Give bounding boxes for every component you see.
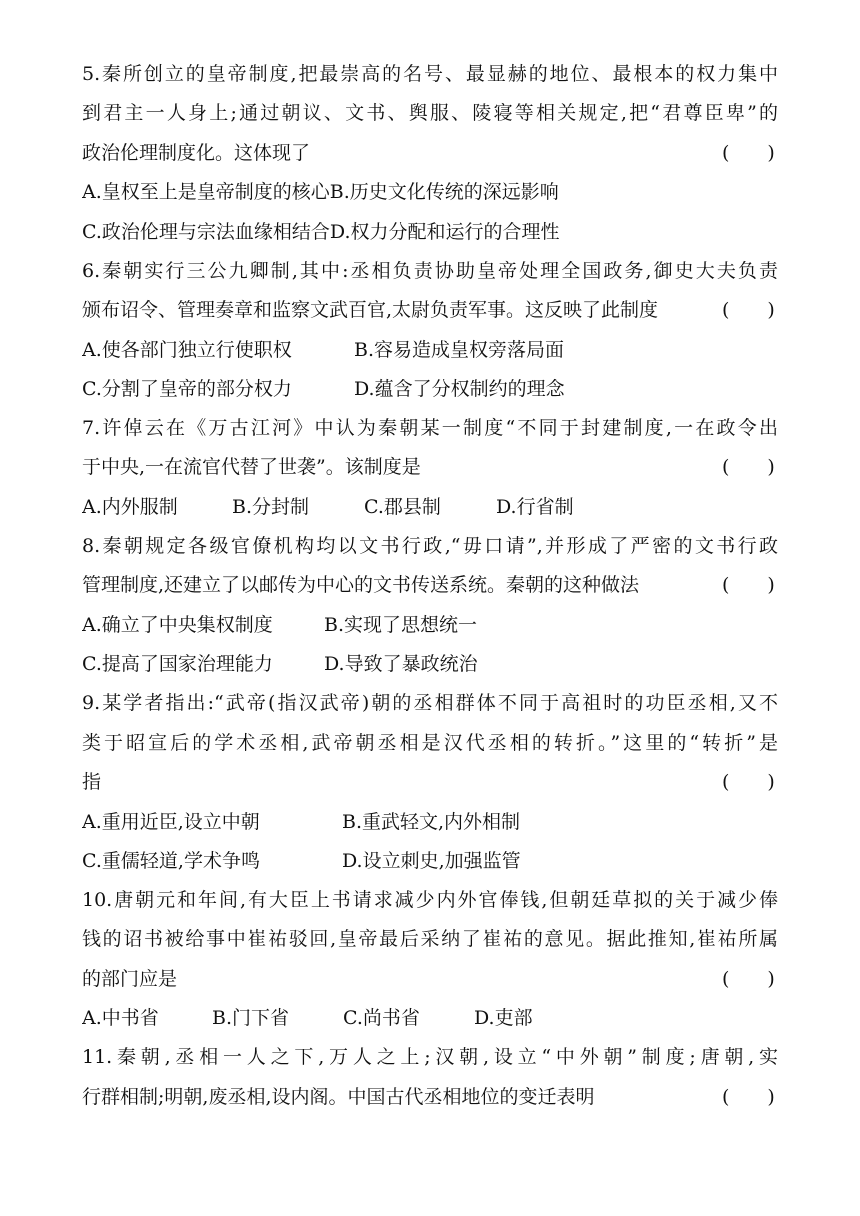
question-8-line-1: 8.秦朝规定各级官僚机构均以文书行政,“毋口请”,并形成了严密的文书行政 (82, 535, 778, 557)
option-d: D.吏部 (474, 1007, 533, 1029)
question-10-line-3: 的部门应是 ( ) (82, 967, 778, 991)
question-9-options-row-2 (82, 849, 778, 873)
option-a: A.内外服制 (82, 496, 178, 518)
question-8-options-row-1 (82, 613, 778, 637)
question-9-options-row-1 (82, 810, 778, 834)
option-c: C.提高了国家治理能力 (82, 653, 273, 675)
option-c: C.政治伦理与宗法血缘相结合 (82, 221, 330, 243)
option-c: C.尚书省 (343, 1007, 420, 1029)
option-c: C.分割了皇帝的部分权力 (82, 378, 292, 400)
question-11-line-2: 行群相制;明朝,废丞相,设内阁。中国古代丞相地位的变迁表明 ( ) (82, 1085, 778, 1109)
answer-blank: ( ) (722, 142, 775, 164)
option-d: D.行省制 (496, 496, 574, 518)
option-b: B.容易造成皇权旁落局面 (354, 339, 565, 361)
question-6-line-2: 颁布诏令、管理奏章和监察文武百官,太尉负责军事。这反映了此制度 ( ) (82, 298, 778, 322)
option-b: B.门下省 (212, 1007, 290, 1029)
answer-blank: ( ) (722, 574, 775, 596)
question-6-options-row-1 (82, 338, 778, 362)
option-d: D.蕴含了分权制约的理念 (354, 378, 565, 400)
question-8-line-2: 管理制度,还建立了以邮传为中心的文书传送系统。秦朝的这种做法 ( ) (82, 573, 778, 597)
question-6-options-row-2 (82, 377, 778, 401)
option-d: D.权力分配和运行的合理性 (329, 221, 560, 243)
option-b: B.重武轻文,内外相制 (342, 811, 521, 833)
question-5-line-1: 5.秦所创立的皇帝制度,把最崇高的名号、最显赫的地位、最根本的权力集中 (82, 63, 778, 85)
answer-blank: ( ) (722, 299, 775, 321)
option-c: C.郡县制 (364, 496, 441, 518)
question-9-line-2: 类于昭宣后的学术丞相,武帝朝丞相是汉代丞相的转折。”这里的“转折”是 (82, 732, 778, 754)
question-10-line-2: 钱的诏书被给事中崔祐驳回,皇帝最后采纳了崔祐的意见。据此推知,崔祐所属 (82, 928, 778, 950)
question-7-line-1: 7.许倬云在《万古江河》中认为秦朝某一制度“不同于封建制度,一在政令出 (82, 417, 778, 439)
option-b: B.实现了思想统一 (324, 614, 478, 636)
option-a: A.皇权至上是皇帝制度的核心 (82, 181, 330, 203)
answer-blank: ( ) (722, 968, 775, 990)
question-10-options (82, 1006, 778, 1030)
option-d: D.设立刺史,加强监管 (342, 850, 521, 872)
question-10-line-1: 10.唐朝元和年间,有大臣上书请求减少内外官俸钱,但朝廷草拟的关于减少俸 (82, 889, 778, 911)
question-9-line-1: 9.某学者指出:“武帝(指汉武帝)朝的丞相群体不同于高祖时的功臣丞相,又不 (82, 692, 778, 714)
option-a: A.中书省 (82, 1007, 159, 1029)
option-a: A.使各部门独立行使职权 (82, 339, 292, 361)
answer-blank: ( ) (722, 1086, 775, 1108)
question-5-options-row-1 (82, 180, 778, 204)
question-7-options (82, 495, 778, 519)
question-5-line-2: 到君主一人身上;通过朝议、文书、舆服、陵寝等相关规定,把“君尊臣卑”的 (82, 102, 778, 124)
option-a: A.重用近臣,设立中朝 (82, 811, 260, 833)
question-6-line-1: 6.秦朝实行三公九卿制,其中:丞相负责协助皇帝处理全国政务,御史大夫负责 (82, 260, 778, 282)
option-a: A.确立了中央集权制度 (82, 614, 273, 636)
option-c: C.重儒轻道,学术争鸣 (82, 850, 260, 872)
option-b: B.历史文化传统的深远影响 (329, 181, 559, 203)
question-9-line-3: 指 ( ) (82, 770, 778, 794)
answer-blank: ( ) (722, 771, 775, 793)
question-5-line-3: 政治伦理制度化。这体现了 ( ) (82, 141, 778, 165)
option-d: D.导致了暴政统治 (324, 653, 478, 675)
answer-blank: ( ) (722, 456, 775, 478)
option-b: B.分封制 (232, 496, 310, 518)
question-7-line-2: 于中央,一在流官代替了世袭”。该制度是 ( ) (82, 455, 778, 479)
question-11-line-1: 11.秦朝,丞相一人之下,万人之上;汉朝,设立“中外朝”制度;唐朝,实 (82, 1046, 778, 1068)
question-8-options-row-2 (82, 652, 778, 676)
question-5-options-row-2 (82, 220, 778, 244)
